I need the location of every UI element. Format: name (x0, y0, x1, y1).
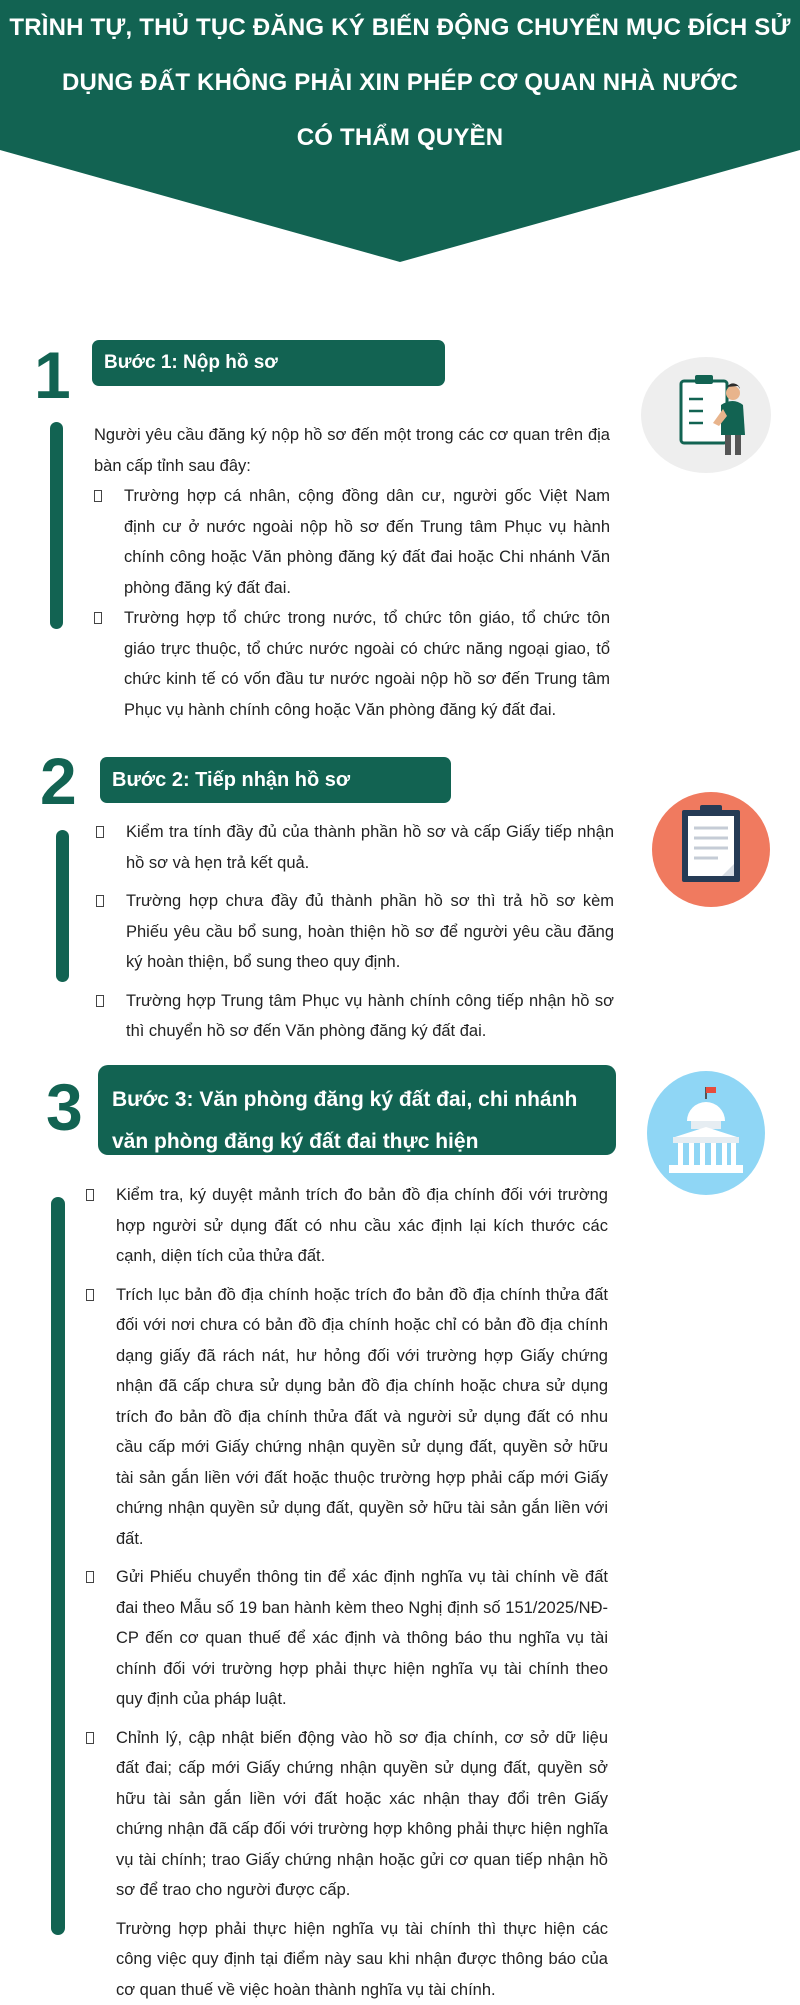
page-title (0, 0, 800, 165)
list-item (86, 1180, 608, 1272)
step-2-icon-circle (652, 792, 770, 907)
step-2-body (96, 817, 614, 1047)
empty-square-bullet-icon (96, 995, 104, 1007)
step-2-accent-bar (56, 830, 69, 982)
list-item-text: Trích lục bản đồ địa chính hoặc trích đo bản đồ địa chính thửa đất đối với nơi chưa có bản đồ địa chính hoặc chỉ có bản đồ địa chính dạng giấy đã rách nát, hư hỏng đối với trường hợp Giấy chứng nhận đã cấp chưa sử dụng bản đồ địa chính hoặc chưa sử dụng trích đo bản đồ địa chính thửa đất và người sử dụng đất có nhu cầu cấp mới Giấy chứng nhận quyền sử dụng đất, quyền sở hữu tài sản gắn liền với đất hoặc thuộc trường hợp phải cấp mới Giấy chứng nhận quyền sử dụng đất, quyền sở hữu tài sản gắn liền với đất. (116, 1286, 608, 1548)
list-item (86, 1562, 608, 1715)
clipboard-person-icon (641, 357, 771, 473)
step-1-title: Bước 1: Nộp hồ sơ (104, 350, 433, 376)
step-3-icon-circle (647, 1071, 765, 1195)
step-1-number: 1 (34, 342, 71, 408)
list-item (96, 886, 614, 978)
step-1-title-pill (92, 340, 445, 386)
page-title-line: CÓ THẨM QUYỀN (0, 110, 800, 165)
list-item-text: Kiểm tra, ký duyệt mảnh trích đo bản đồ địa chính đối với trường hợp người sử dụng đất có nhu cầu xác định lại kích thước các cạnh, diện tích của thửa đất. (116, 1186, 608, 1265)
step-2-title: Bước 2: Tiếp nhận hồ sơ (112, 767, 439, 793)
list-item-text: Trường hợp chưa đầy đủ thành phần hồ sơ thì trả hồ sơ kèm Phiếu yêu cầu bổ sung, hoàn thiện hồ sơ để người yêu cầu đăng ký hoàn thiện, bổ sung theo quy định. (126, 892, 614, 971)
step-3-title-line: Bước 3: Văn phòng đăng ký đất đai, chi nhánh (112, 1079, 602, 1121)
step-3-note (86, 1914, 608, 2005)
list-item-text: Gửi Phiếu chuyển thông tin để xác định nghĩa vụ tài chính về đất đai theo Mẫu số 19 ban hành kèm theo Nghị định số 151/2025/NĐ-CP đến cơ quan thuế để xác định và thông báo thu nghĩa vụ tài chính đối với trường hợp phải thực hiện nghĩa vụ tài chính theo quy định của pháp luật. (116, 1568, 608, 1708)
step-3-note-text: Trường hợp phải thực hiện nghĩa vụ tài chính thì thực hiện các công việc quy định tại điểm này sau khi nhận được thông báo của cơ quan thuế về việc hoàn thành nghĩa vụ tài chính. (116, 1920, 608, 1999)
step-1-intro: Người yêu cầu đăng ký nộp hồ sơ đến một trong các cơ quan trên địa bàn cấp tỉnh sau đây: (94, 420, 610, 481)
step-2-title-pill (100, 757, 451, 803)
list-item (86, 1280, 608, 1555)
government-building-icon (647, 1071, 765, 1195)
empty-square-bullet-icon (94, 612, 102, 624)
step-1-body (94, 420, 610, 725)
list-item-text: Chỉnh lý, cập nhật biến động vào hồ sơ địa chính, cơ sở dữ liệu đất đai; cấp mới Giấy chứng nhận quyền sử dụng đất, quyền sở hữu tài sản gắn liền với đất hoặc xác nhận thay đổi trên Giấy chứng nhận đã cấp đối với trường hợp không phải thực hiện nghĩa vụ tài chính; trao Giấy chứng nhận hoặc gửi cơ quan tiếp nhận hồ sơ để trao cho người được cấp. (116, 1729, 608, 1900)
list-item (96, 986, 614, 1047)
step-1-icon-circle (641, 357, 771, 473)
empty-square-bullet-icon (86, 1189, 94, 1201)
empty-square-bullet-icon (94, 490, 102, 502)
page-title-line: TRÌNH TỰ, THỦ TỤC ĐĂNG KÝ BIẾN ĐỘNG CHUYỂN MỤC ĐÍCH SỬ (0, 0, 800, 55)
empty-square-bullet-icon (96, 826, 104, 838)
step-1-accent-bar (50, 422, 63, 629)
list-item (96, 817, 614, 878)
list-item-text: Trường hợp cá nhân, cộng đồng dân cư, người gốc Việt Nam định cư ở nước ngoài nộp hồ sơ đến Trung tâm Phục vụ hành chính công hoặc Văn phòng đăng ký đất đai hoặc Chi nhánh Văn phòng đăng ký đất đai. (124, 487, 610, 597)
page-title-line: DỤNG ĐẤT KHÔNG PHẢI XIN PHÉP CƠ QUAN NHÀ NƯỚC (0, 55, 800, 110)
step-3-title-line: văn phòng đăng ký đất đai thực hiện (112, 1121, 602, 1163)
list-item-text: Trường hợp Trung tâm Phục vụ hành chính công tiếp nhận hồ sơ thì chuyển hồ sơ đến Văn phòng đăng ký đất đai. (126, 992, 614, 1041)
step-3-title-pill (98, 1065, 616, 1155)
step-3-body (86, 1180, 608, 2005)
empty-square-bullet-icon (96, 895, 104, 907)
list-item (94, 481, 610, 603)
document-icon (652, 792, 770, 907)
empty-square-bullet-icon (86, 1571, 94, 1583)
empty-square-bullet-icon (86, 1732, 94, 1744)
list-item-text: Trường hợp tổ chức trong nước, tổ chức tôn giáo, tổ chức tôn giáo trực thuộc, tổ chức nước ngoài có chức năng ngoại giao, tổ chức kinh tế có vốn đầu tư nước ngoài nộp hồ sơ đến Trung tâm Phục vụ hành chính công hoặc Văn phòng đăng ký đất đai. (124, 609, 610, 719)
list-item (86, 1723, 608, 1906)
list-item (94, 603, 610, 725)
step-3-accent-bar (51, 1197, 65, 1935)
list-item-text: Kiểm tra tính đầy đủ của thành phần hồ sơ và cấp Giấy tiếp nhận hồ sơ và hẹn trả kết quả. (126, 823, 614, 872)
empty-square-bullet-icon (86, 1289, 94, 1301)
step-2-number: 2 (40, 748, 77, 814)
step-3-number: 3 (46, 1074, 83, 1140)
